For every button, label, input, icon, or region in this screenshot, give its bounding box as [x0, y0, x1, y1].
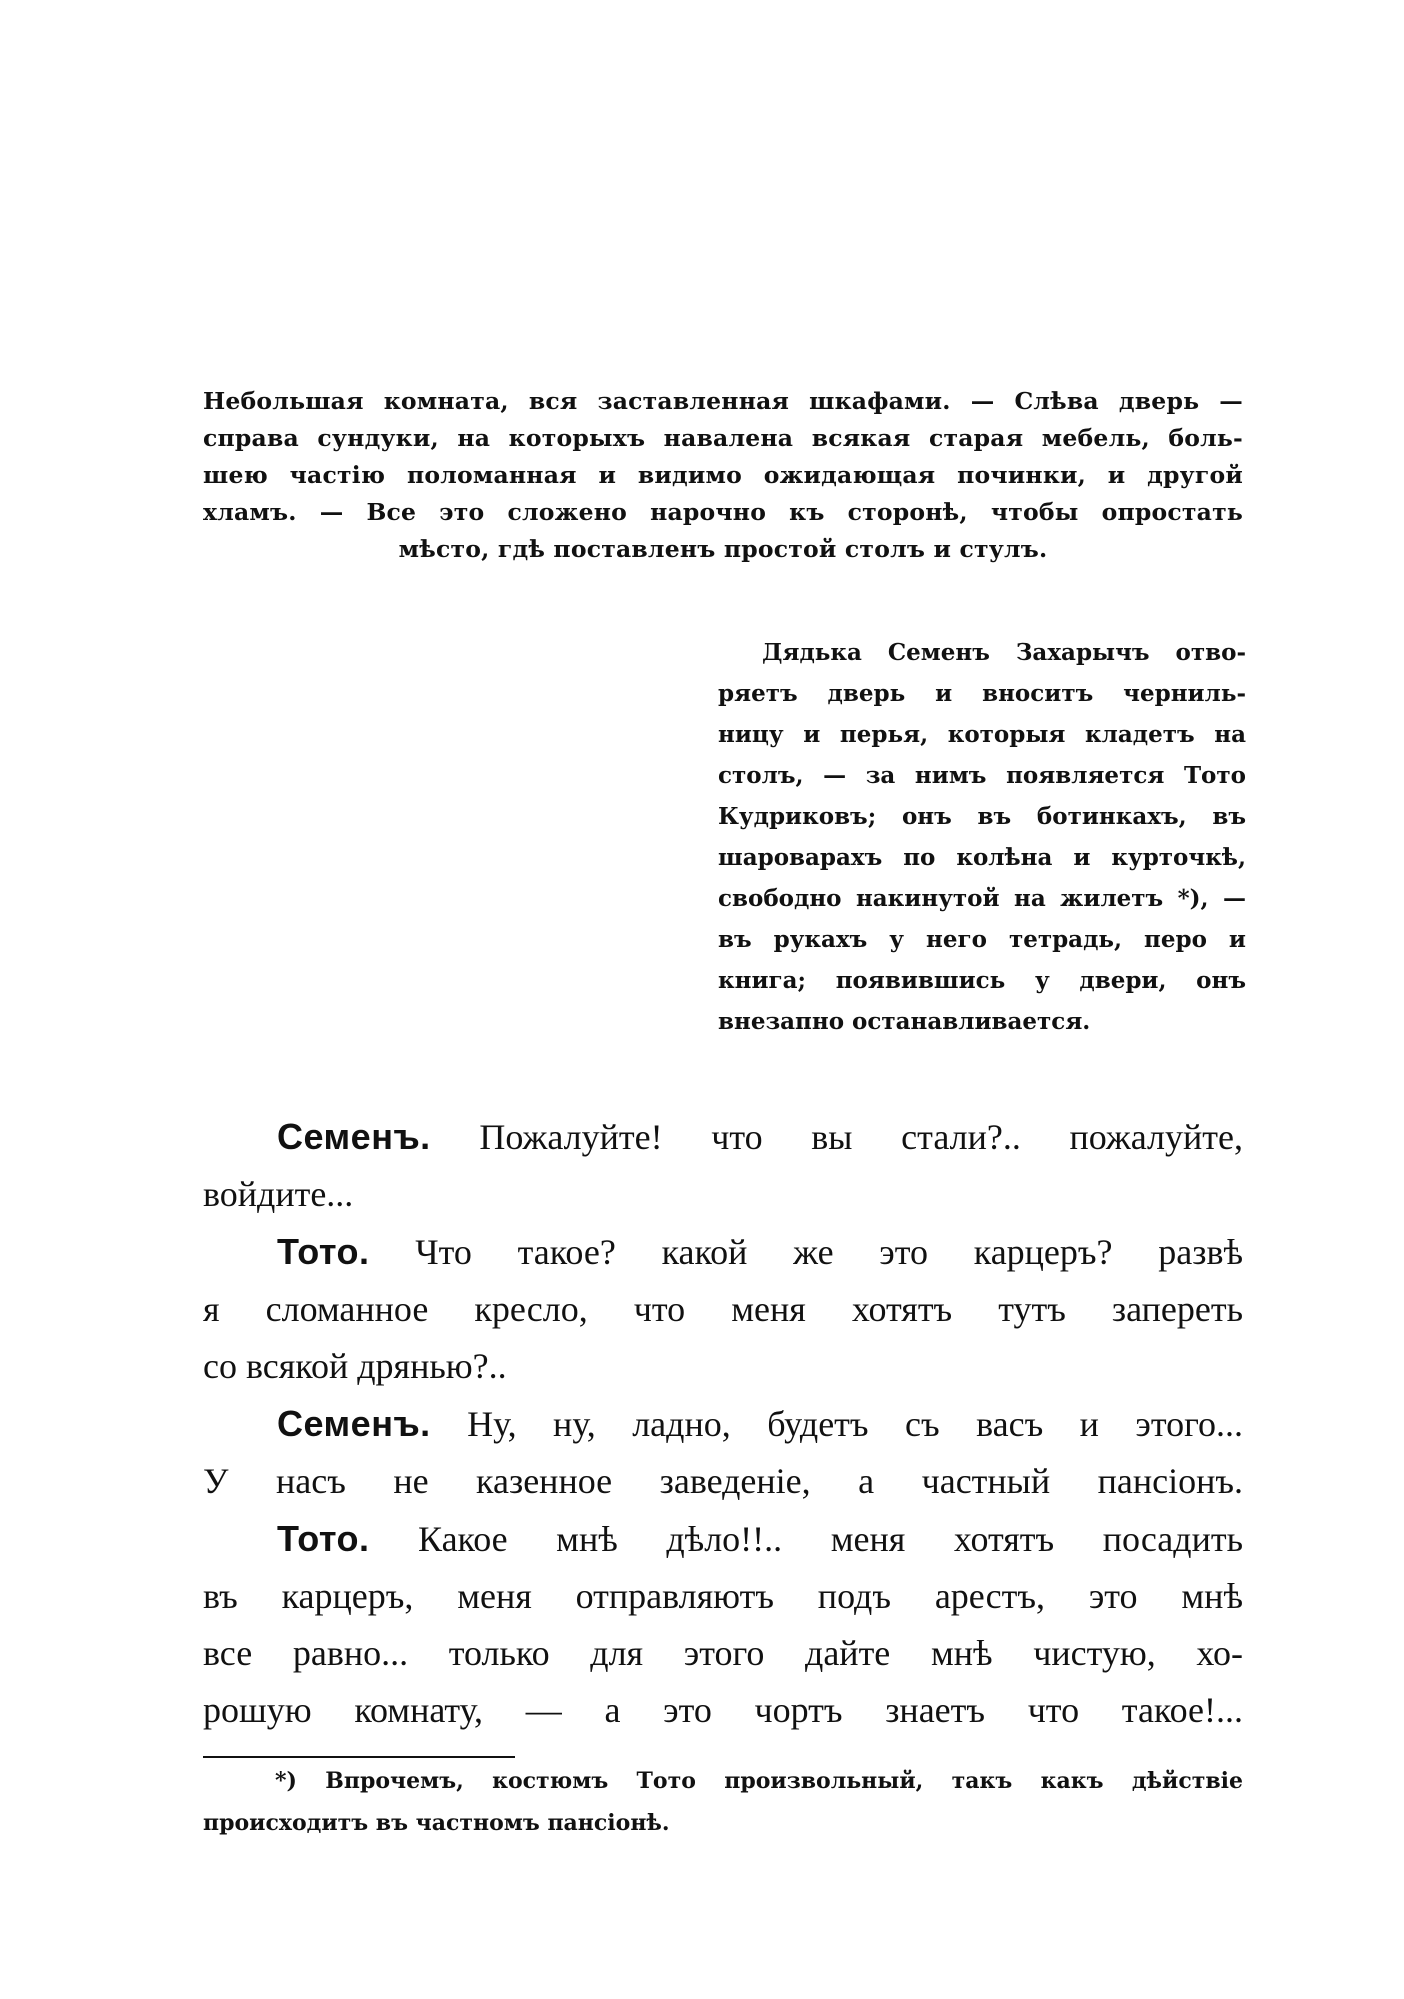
entrance-line: столъ, — за нимъ появляется Тото: [718, 762, 1246, 789]
dialogue-line: все равно... только для этого дайте мнѣ чистую, хо-: [203, 1633, 1243, 1673]
speech-text: Какое мнѣ дѣло!!.. меня хотятъ посадить: [418, 1519, 1244, 1559]
stage-direction-line: мѣсто, гдѣ поставленъ простой столъ и стулъ.: [398, 535, 1048, 563]
stage-direction-line: справа сундуки, на которыхъ навалена всякая старая мебель, боль-: [203, 424, 1243, 452]
speaker-name: Тото.: [277, 1518, 370, 1559]
entrance-line: въ рукахъ у него тетрадь, перо и: [718, 926, 1246, 953]
dialogue: [203, 1108, 1243, 1739]
stage-direction-line: шею частію поломанная и видимо ожидающая починки, и другой: [203, 461, 1243, 489]
footnote: [203, 1760, 1243, 1844]
entrance-line: Дядька Семенъ Захарычъ отво-: [762, 639, 1246, 666]
entrance-line: свободно накинутой на жилетъ *), —: [718, 885, 1246, 912]
dialogue-line: со всякой дрянью?..: [203, 1346, 507, 1386]
dialogue-line: [203, 1510, 1243, 1568]
dialogue-line: въ карцеръ, меня отправляютъ подъ арестъ, это мнѣ: [203, 1576, 1243, 1616]
footnote-line: *) Впрочемъ, костюмъ Тото произвольный, такъ какъ дѣйствіе: [275, 1768, 1243, 1794]
entrance-direction: [718, 632, 1246, 1042]
entrance-line: шароварахъ по колѣна и курточкѣ,: [718, 844, 1246, 871]
stage-direction-line: Небольшая комната, вся заставленная шкафами. — Слѣва дверь —: [203, 387, 1243, 415]
dialogue-line: У насъ не казенное заведеніе, а частный пансіонъ.: [203, 1461, 1243, 1501]
footnote-line: происходитъ въ частномъ пансіонѣ.: [203, 1810, 670, 1836]
stage-direction-line: хламъ. — Все это сложено нарочно къ сторонѣ, чтобы опростать: [203, 498, 1243, 526]
entrance-line: Кудриковъ; онъ въ ботинкахъ, въ: [718, 803, 1246, 830]
dialogue-line: я сломанное кресло, что меня хотятъ тутъ запереть: [203, 1289, 1243, 1329]
speech-text: Что такое? какой же это карцеръ? развѣ: [415, 1232, 1243, 1272]
footnote-divider: [203, 1756, 515, 1758]
dialogue-line: войдите...: [203, 1174, 354, 1214]
speech-text: Пожалуйте! что вы стали?.. пожалуйте,: [479, 1117, 1243, 1157]
dialogue-line: [203, 1108, 1243, 1166]
entrance-line: книга; появившись у двери, онъ: [718, 967, 1246, 994]
speaker-name: Семенъ.: [277, 1116, 431, 1157]
entrance-line: ницу и перья, которыя кладетъ на: [718, 721, 1246, 748]
entrance-line: внезапно останавливается.: [718, 1008, 1091, 1035]
stage-direction: [203, 383, 1243, 568]
speech-text: Ну, ну, ладно, будетъ съ васъ и этого...: [467, 1404, 1243, 1444]
dialogue-line: рошую комнату, — а это чортъ знаетъ что такое!...: [203, 1690, 1243, 1730]
dialogue-line: [203, 1223, 1243, 1281]
dialogue-line: [203, 1395, 1243, 1453]
speaker-name: Семенъ.: [277, 1403, 431, 1444]
speaker-name: Тото.: [277, 1231, 370, 1272]
entrance-line: ряетъ дверь и вноситъ черниль-: [718, 680, 1246, 707]
